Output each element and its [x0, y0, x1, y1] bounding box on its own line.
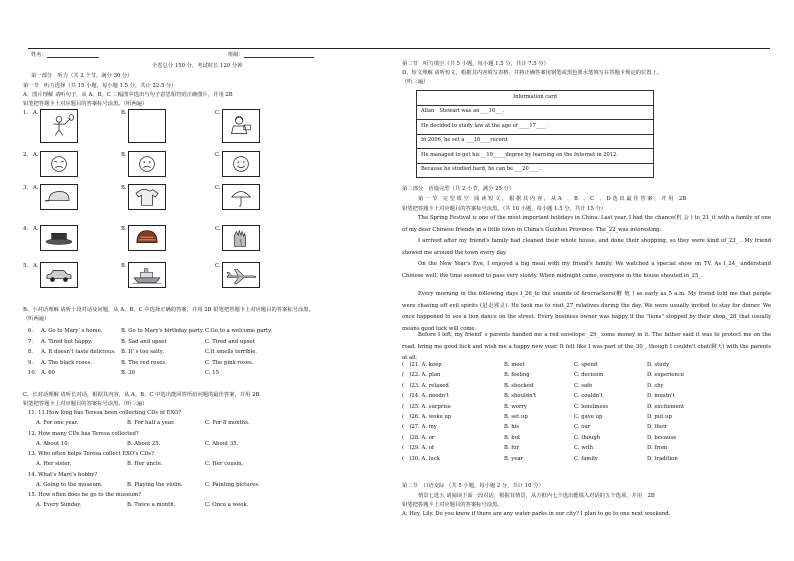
picture-option-a: A. — [33, 152, 39, 158]
dialog-instr-2: 铅笔把答题卡上对应题目的答案标号涂黑。 — [402, 502, 503, 508]
question-text: 11. 11.How long has Teresa been collecting CDs of EXO? — [28, 410, 182, 416]
sec2-instr-1: D、短文理解 请听短文，根据其内容填写表格，并将正确答案用钢笔或黑色墨水笔填写在答题卡规定的位置上。 — [402, 70, 663, 76]
picture-option-c: C. — [215, 263, 221, 269]
question-text: 15. How often does he go to the museum? — [28, 492, 142, 499]
option-a: A. It doesn't taste delicious. — [41, 349, 116, 355]
option-a: A. The black roses. — [41, 359, 93, 366]
option-c: C. Once a week. — [205, 502, 249, 509]
picture-option-c: C. — [215, 185, 221, 191]
secA-instr-2: 铅笔把答题卡上对应题目的答案标号涂黑。（听两遍） — [23, 101, 148, 107]
picture-option-b: B. — [121, 185, 127, 191]
option-a: A. Tired but happy. — [41, 338, 93, 345]
class-label: 班级： — [228, 52, 244, 58]
dialog-first-line: A: Hey, Lily. Do you know if there are any water parks in our city? I plan to go to one next weekend. — [402, 511, 671, 517]
option-b: B. Sad and upset — [121, 338, 167, 345]
cloze-option-c: C. loneliness — [574, 403, 609, 410]
information-card-table — [416, 90, 654, 178]
option-c: C.Go to a welcome party. — [205, 328, 273, 334]
passage-paragraph-5: Before I left, my friend' s parents handed me a red envelope _29_ some money in it. The father said it was to protect me on the road, bring me good luck and wish me a happy new year. It felt like I was part of the_30_, though I couldn't chat(聊天) with the parents at all. — [402, 332, 771, 362]
question-number: 8. — [28, 349, 34, 355]
cloze-option-b: B. meet — [504, 362, 525, 368]
option-a: A. About 10. — [36, 440, 70, 447]
secC-instr-1: C、长对话理解 请听长对话，根据其内容，从 A、B、C 中选出能回答所给问题的最佳答案，并用 2B — [23, 392, 260, 398]
cloze-option-d: D. excitement — [647, 403, 685, 410]
part1-sec1-title: 第一节 听力选择（共 15 小题，每小题 1.5 分，共计 22.5 分） — [23, 83, 177, 89]
cloze-option-a: ( )29. A. of — [402, 445, 434, 452]
picture-option-b: B. — [121, 110, 127, 116]
happy-face-icon — [222, 151, 260, 177]
passage-paragraph-1: The Spring Festival is one of the most important holidays in China. Last year, I had the chance(机 会 ) to_21_it with a family of one of my dear Chinese friends in a little town in China's Guizhou Province. The_22_was interesting. — [402, 215, 771, 233]
option-c: C.It smells terrible. — [205, 349, 258, 355]
picture-question-number: 3. — [23, 185, 29, 191]
cloze-option-d: D. put up — [647, 414, 672, 420]
ship-icon — [128, 262, 166, 288]
option-b: B. 30 — [121, 370, 136, 376]
cloze-option-b: B. year — [504, 455, 524, 462]
option-b: B. Twice a month. — [127, 502, 176, 509]
cloze-option-d: D. shy — [647, 382, 664, 389]
picture-option-c: C. — [215, 152, 221, 158]
option-c: C. About 35. — [205, 440, 239, 447]
passage-paragraph-3: On the New Year's Eve, I enjoyed a big meal with my friend's family. We watched a special show on TV. As I_24_ understand Chinese well, the time seemed to pass very slowly. When midnight came, everyone in the house shouted in_25_. — [402, 261, 771, 279]
picture-question-number: 5. — [23, 263, 29, 269]
cloze-option-b: B. but — [504, 434, 521, 441]
cloze-option-b: B. shouldn't — [504, 393, 537, 400]
picture-option-a: A. — [33, 226, 39, 232]
option-c: C. The pink roses. — [205, 359, 254, 366]
option-b: B. It' s too salty. — [121, 349, 164, 355]
question-text: 14. What's Marc's hobby? — [28, 471, 98, 478]
option-c: C. Her cousin. — [205, 461, 244, 468]
passage-paragraph-4: Every morning in the following days I_26_to the sounds of firecrackers(鞭 炮 ) as early as 5 a.m. My friend told me that people were chasing off evil spirits (赶走邪灵). He took me to visit_27_relatives during the day. We were usually invited to stay for dinner. We once happened to see a lion dance on the street. Every business owner was happy if the "lions" stopped by their shop,_28_that usually means good luck will come. — [402, 291, 771, 332]
cloze-option-c: C. decision — [574, 372, 604, 379]
option-b: B. The red roses. — [121, 359, 167, 366]
cloze-option-d: D. mustn't — [647, 393, 675, 400]
option-b: B. Playing the violin. — [127, 481, 183, 488]
cloze-option-b: B. for — [504, 445, 519, 452]
cloze-option-a: ( )22. A. plan — [402, 372, 441, 379]
cloze-option-c: C. spend — [574, 362, 598, 368]
cloze-option-b: B. set up — [504, 414, 528, 420]
score-line: 全卷总分 150 分，考试时长 120 分钟 — [152, 63, 243, 69]
t-shirt-icon — [128, 184, 166, 210]
dialog-section-title: 第二节 口语交际 （共 5 小题，每小题 2 分，共计 10 分） — [402, 483, 544, 489]
picture-question-number: 4. — [23, 226, 29, 232]
question-number: 10. — [28, 370, 37, 376]
info-row: In 2006, he set a ___18____record — [417, 134, 654, 149]
question-number: 6. — [28, 328, 34, 334]
cloze-option-b: B. shocked — [504, 382, 534, 389]
picture-option-c: C. — [215, 110, 221, 116]
option-c: C. 15 — [205, 370, 219, 376]
picture-option-b: B. — [121, 263, 127, 269]
info-row: Because he studied hard, he can be ___20____. — [417, 163, 654, 178]
airplane-icon — [222, 262, 260, 288]
option-c: C. Tired and upset — [205, 338, 255, 345]
option-a: A. For one year. — [36, 420, 79, 426]
class-field[interactable] — [228, 52, 314, 58]
cloze-option-d: D. experience — [647, 372, 684, 379]
gloves-icon — [222, 225, 260, 251]
blank-icon — [128, 109, 166, 143]
option-b: B. About 25. — [127, 440, 161, 447]
cloze-option-a: ( )24. A. needn't — [402, 393, 449, 400]
cloze-option-d: D. from — [647, 445, 668, 452]
cloze-option-c: C. couldn't — [574, 393, 603, 400]
secB-instr-2: （听两遍） — [23, 316, 50, 322]
cloze-option-c: C. though — [574, 434, 601, 441]
cloze-option-d: D. their — [647, 424, 668, 431]
person-with-racket-icon — [40, 109, 78, 143]
cloze-option-a: ( )28. A. or — [402, 434, 435, 441]
part2-title: 第二部分 语篇完型（共 2 小节，满分 25 分） — [402, 186, 515, 192]
option-a: A. Her sister. — [36, 461, 72, 468]
cloze-option-a: ( )25. A. surprise — [402, 403, 451, 410]
sad-face-icon — [128, 151, 166, 177]
name-label: 姓名： — [31, 52, 47, 58]
part1-title: 第一部分 听力（共 2 个节，满分 30 分） — [31, 73, 133, 79]
cloze-option-c: C. safe — [574, 382, 593, 389]
dialog-instr-1: 情景七选五 请阅读下面一段对话，根据其情景，从方框内七个选出能填入对话的五个选项，并用 2B — [418, 493, 655, 499]
picture-option-a: A. — [33, 110, 39, 116]
info-row: He decided to study law at the age of ____17____. — [417, 120, 654, 135]
cloze-option-d: D. because — [647, 434, 677, 441]
picture-question-number: 2. — [23, 152, 29, 158]
cloze-option-c: C. our — [574, 424, 591, 431]
option-c: C. For 8 months. — [205, 420, 250, 426]
secB-instr-1: B、小对话理解 请听十段对话及问题，从 A、B、C 中选择正确的答案，并用 2B 铅笔把答题卡上对应题目的答案标号涂黑。 — [23, 307, 314, 313]
top-rule — [28, 48, 770, 49]
option-a: A. Going to the museum. — [36, 481, 103, 488]
option-b: B. Go to Mary's birthday party. — [121, 328, 204, 334]
cloze-option-a: ( )26. A. woke up — [402, 414, 452, 420]
cloze-option-c: C. gave up — [574, 414, 603, 420]
helmet-icon — [128, 225, 166, 251]
angry-face-icon — [40, 151, 78, 177]
cloze-option-c: C. with — [574, 445, 593, 452]
cloze-option-b: B. feeling — [504, 372, 530, 379]
cloze-instr-1: 第 一 节 完 型 填 空 阅 读 短 文 ， 根 据 其 内 容 ， 从 A 、 B 、 C 、 D 选 出 最 佳 答 案 ， 并 用 2B — [418, 196, 687, 202]
cloze-option-c: C. family — [574, 455, 598, 462]
car-icon — [40, 262, 78, 288]
secC-instr-2: 铅笔把答题卡上对应题目的答案标号涂黑。（听三遍） — [23, 401, 148, 407]
umbrella-icon — [222, 184, 260, 210]
picture-option-a: A. — [33, 263, 39, 269]
picture-option-c: C. — [215, 226, 221, 232]
question-text: 13. Who often helps Teresa collect EXO's CDs? — [28, 451, 154, 458]
sec2-instr-2: （听三遍） — [402, 79, 429, 85]
name-field[interactable] — [31, 52, 99, 58]
cloze-instr-2: 铅笔把答题卡上对应题目的答案标号涂黑。（共 10 小题，每小题 1.5 分，共计 15 分） — [402, 206, 607, 212]
question-text: 12. How many CDs has Teresa collected? — [28, 430, 139, 437]
sec2-title: 第二节 听力填空（共 5 小题，每小题 1.5 分，共计 7.5 分） — [402, 61, 549, 67]
cloze-option-d: D. tradition — [647, 455, 678, 462]
picture-option-a: A. — [33, 185, 39, 191]
question-number: 7. — [28, 338, 34, 345]
secA-instr-1: A、图片理解 请听句子，从 A、B、C 三幅图中选出与句子意思相符的正确图片，并用 2B — [23, 92, 233, 98]
girl-reading-icon — [222, 109, 260, 143]
info-card-header: Information card — [417, 91, 654, 106]
cloze-option-a: ( )27. A. my — [402, 424, 437, 431]
cloze-option-d: D. study — [647, 362, 670, 368]
option-a: A. Every Sunday. — [36, 502, 82, 509]
cloze-option-b: B. his — [504, 424, 520, 431]
option-b: B. Her uncle. — [127, 461, 163, 468]
cloze-option-a: ( )23. A. relaxed — [402, 382, 449, 389]
option-b: B. For half a year. — [127, 420, 175, 426]
option-a: A. Go to Mary' s home. — [41, 328, 103, 334]
passage-paragraph-2: I arrived after my friend's family had cleaned their whole house, and done their shopping, so they were kind of_23_ . My friend showed me around the town every day. — [402, 238, 771, 256]
picture-question-number: 1. — [23, 110, 29, 116]
info-row: Allan Stewart was an ___16___. — [417, 105, 654, 120]
hat-icon — [40, 225, 78, 251]
cloze-option-a: ( )30. A. luck — [402, 455, 441, 462]
cloze-option-a: ( )21. A. keep — [402, 362, 442, 368]
picture-option-b: B. — [121, 226, 127, 232]
cloze-option-b: B. worry — [504, 403, 528, 410]
info-row: He managed to get his __19_____degree by learning on the Internet in 2012. — [417, 149, 654, 164]
picture-option-b: B. — [121, 152, 127, 158]
option-a: A. 60 — [41, 370, 55, 376]
option-c: C. Painting pictures. — [205, 481, 260, 488]
question-number: 9. — [28, 359, 34, 366]
cap-icon — [40, 184, 78, 210]
